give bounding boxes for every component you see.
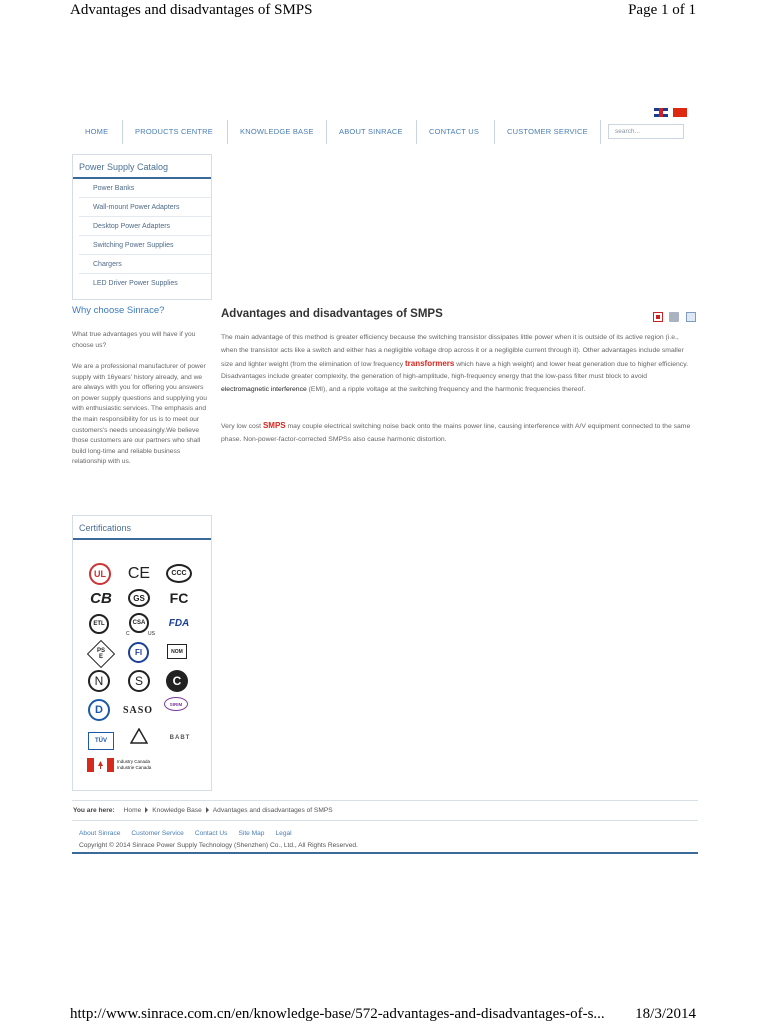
footer-divider — [72, 852, 698, 854]
article-tools — [653, 312, 698, 322]
transformers-link[interactable]: transformers — [404, 358, 455, 368]
breadcrumb-label: You are here: — [73, 807, 115, 814]
ce-logo-icon: CE — [127, 565, 151, 582]
s-mark-logo-icon: S — [128, 670, 150, 692]
csa-c-mark: C — [126, 631, 130, 637]
breadcrumb-knowledge-base[interactable]: Knowledge Base — [152, 807, 202, 814]
top-navigation — [72, 120, 696, 144]
article-title: Advantages and disadvantages of SMPS — [221, 308, 443, 320]
c-tick-logo-icon: C — [166, 670, 188, 692]
footer-link-legal[interactable]: Legal — [275, 830, 292, 837]
why-choose-heading: Why choose Sinrace? — [72, 305, 165, 316]
breadcrumb — [72, 800, 698, 821]
nav-products-centre[interactable]: PRODUCTS CENTRE — [135, 127, 214, 136]
nav-divider — [600, 120, 601, 144]
fi-logo-icon: FI — [128, 642, 149, 663]
china-flag-icon[interactable] — [673, 108, 687, 117]
article-paragraph-1: The main advantage of this method is greater efficiency because the switching transistor dissipates little power when it is outside of its active region (i.e., when the transistor acts like a switch and either has a negligible voltage drop across it or a negligible current through it). Other advantages include smaller size and lighter weight (from the elimination of low frequency transformers which have a high weight) and lower heat generation due to higher efficiency. Disadvantages include greater complexity, the generation of high-amplitude, high-frequency energy that the low-pass filter must block to avoid electromagnetic interference (EMI), and a ripple voltage at the switching frequency and the harmonic frequencies thereof. — [221, 334, 688, 394]
catalog-list — [73, 179, 211, 293]
catalog-item-led-driver-power-supplies[interactable]: LED Driver Power Supplies — [93, 280, 178, 287]
breadcrumb-current: Advantages and disadvantages of SMPS — [212, 807, 333, 814]
catalog-item-switching-power-supplies[interactable]: Switching Power Supplies — [79, 236, 211, 255]
catalog-panel — [72, 154, 212, 300]
print-page-number: Page 1 of 1 — [628, 2, 696, 18]
why-body-text: We are a professional manufacturer of power supply with 16years' history already, and we are always with you for offering you answers on power supply questions and supplying you with enthusiastic services. The emphasis and the main responsibility for us is to meet our customers's needs unceasingly.We believe those customers are our partners who shall build long-time and reliable business relationship with us. — [72, 363, 207, 466]
ccc-logo-icon: CCC — [166, 564, 192, 583]
article-paragraph-2: Very low cost SMPS may couple electrical switching noise back onto the mains power line, causing interference with A/V equipment connected to the same phase. Non-power-factor-corrected SMPSs also cause harmonic distortion. — [221, 421, 691, 443]
nav-divider — [122, 120, 123, 144]
catalog-item-chargers[interactable]: Chargers — [79, 255, 211, 274]
gs-logo-icon: GS — [128, 589, 150, 607]
search-input[interactable]: search... — [608, 124, 684, 139]
saso-logo-icon: SASO — [122, 704, 154, 716]
print-title: Advantages and disadvantages of SMPS — [70, 2, 313, 18]
certifications-title: Certifications — [73, 516, 211, 540]
nav-customer-service[interactable]: CUSTOMER SERVICE — [507, 127, 588, 136]
babt-logo-icon: BABT — [169, 735, 191, 741]
nav-contact-us[interactable]: CONTACT US — [429, 127, 480, 136]
footer-link-customer-service[interactable]: Customer Service — [131, 830, 184, 837]
fc-logo-icon: FC — [169, 590, 189, 606]
industrie-canada-label: Industrie Canada — [117, 765, 152, 770]
catalog-item-wall-mount-adapters[interactable]: Wall-mount Power Adapters — [79, 198, 211, 217]
copyright-text: Copyright © 2014 Sinrace Power Supply Technology (Shenzhen) Co., Ltd., All Rights Reserved. — [79, 842, 358, 849]
nav-divider — [494, 120, 495, 144]
uk-flag-icon[interactable] — [654, 108, 668, 117]
catalog-item-power-banks[interactable]: Power Banks — [79, 179, 211, 198]
ul-logo-icon: UL — [89, 563, 111, 585]
nav-divider — [227, 120, 228, 144]
fda-logo-icon: FDA — [168, 617, 190, 629]
footer-link-about[interactable]: About Sinrace — [79, 830, 121, 837]
cb-logo-icon: CB — [90, 589, 112, 607]
breadcrumb-arrow-icon — [145, 807, 148, 813]
csa-us-mark: US — [148, 631, 155, 637]
pse-logo-icon: PS E — [87, 640, 115, 668]
certification-logos — [86, 562, 198, 782]
breadcrumb-arrow-icon — [206, 807, 209, 813]
breadcrumb-home[interactable]: Home — [123, 807, 142, 814]
sirim-logo-icon: SIRIM — [164, 697, 188, 711]
triangle-approval-logo-icon — [128, 726, 150, 746]
print-icon[interactable] — [669, 312, 679, 322]
nav-divider — [416, 120, 417, 144]
catalog-item-desktop-adapters[interactable]: Desktop Power Adapters — [79, 217, 211, 236]
tuv-logo-icon: TÜV — [88, 732, 114, 750]
footer-link-contact[interactable]: Contact Us — [194, 830, 228, 837]
nav-knowledge-base[interactable]: KNOWLEDGE BASE — [240, 127, 314, 136]
catalog-title: Power Supply Catalog — [73, 155, 211, 179]
print-header — [70, 2, 696, 22]
smps-link[interactable]: SMPS — [262, 421, 286, 430]
csa-logo-icon: CSA — [129, 613, 149, 633]
nav-divider — [326, 120, 327, 144]
why-question-text: What true advantages you will have if you choose us? — [72, 331, 196, 349]
industry-canada-label: Industry Canada — [117, 759, 151, 764]
canada-flag-icon — [87, 758, 114, 772]
print-date: 18/3/2014 — [635, 1006, 696, 1022]
email-icon[interactable] — [686, 312, 696, 322]
n-mark-logo-icon: N — [88, 670, 110, 692]
etl-logo-icon: ETL — [89, 614, 109, 634]
footer-link-site-map[interactable]: Site Map — [238, 830, 265, 837]
footer-links — [79, 830, 303, 837]
language-switcher — [654, 108, 687, 118]
pdf-icon[interactable] — [653, 312, 663, 322]
nom-logo-icon: NOM — [167, 644, 187, 659]
d-mark-logo-icon: D — [88, 699, 110, 721]
print-url: http://www.sinrace.com.cn/en/knowledge-base/572-advantages-and-disadvantages-of-s... — [70, 1006, 605, 1022]
nav-about-sinrace[interactable]: ABOUT SINRACE — [339, 127, 403, 136]
nav-home[interactable]: HOME — [85, 127, 109, 136]
print-footer — [70, 1006, 696, 1024]
emi-link[interactable]: electromagnetic interference — [221, 386, 307, 394]
